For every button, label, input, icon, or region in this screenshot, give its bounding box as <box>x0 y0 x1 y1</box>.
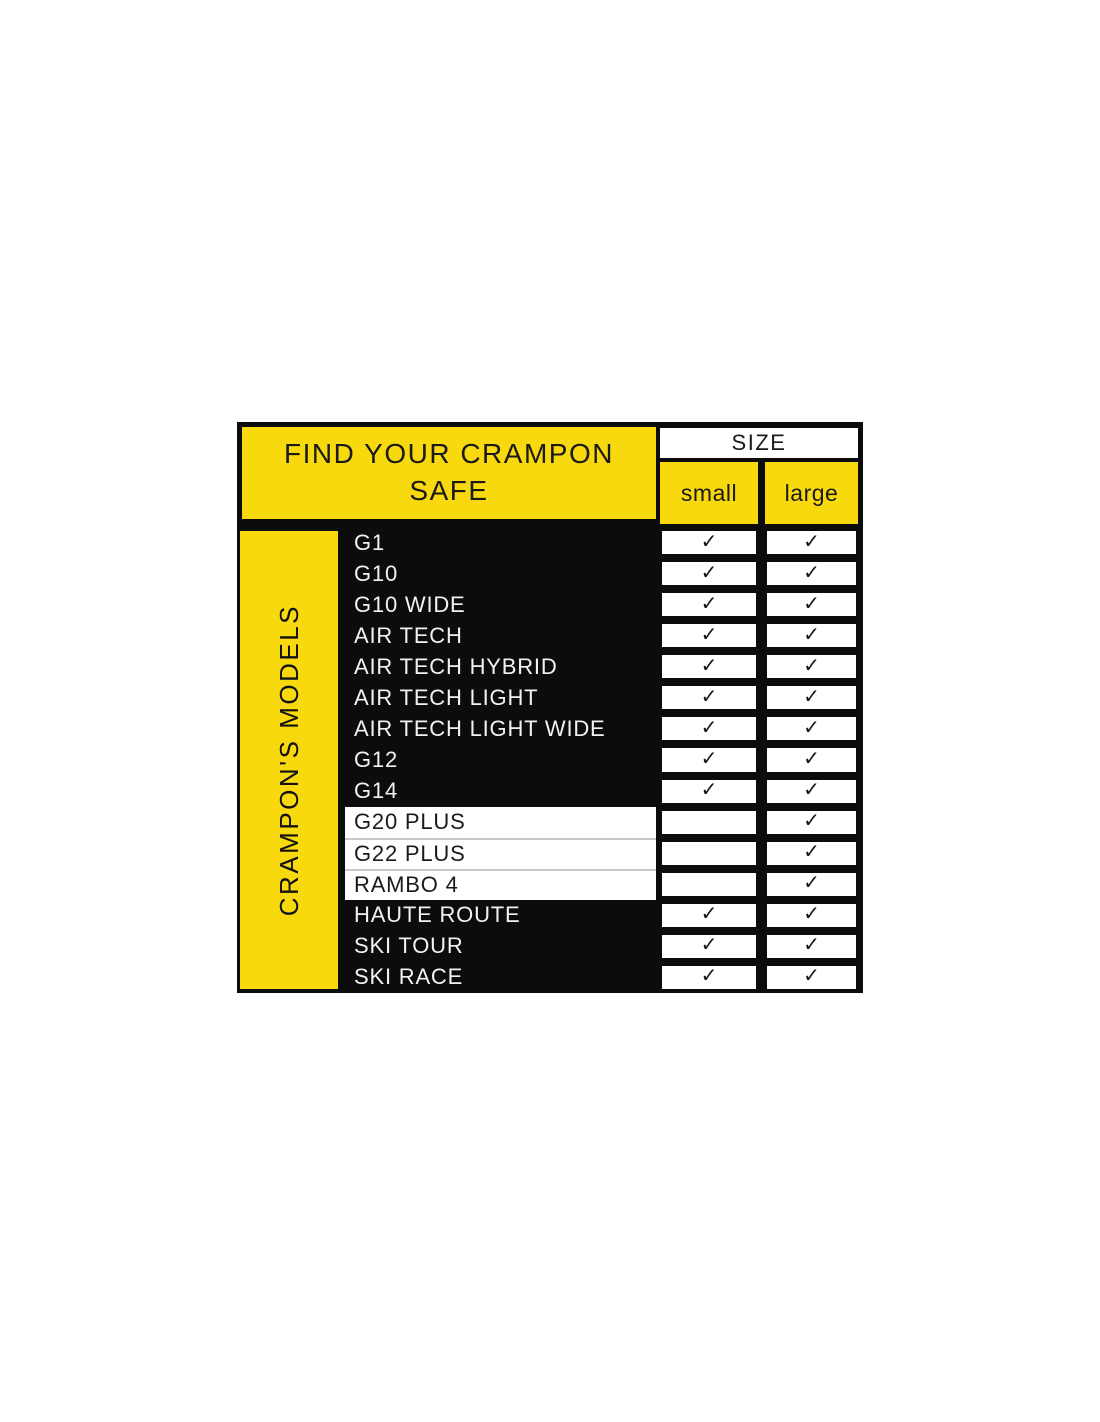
large-check-cell <box>765 560 858 587</box>
title-line-2: SAFE <box>409 475 489 506</box>
large-check-cell <box>765 871 858 898</box>
check-icon: ✓ <box>803 716 820 739</box>
table-row <box>345 651 863 682</box>
small-check-cell <box>660 746 758 773</box>
small-check-cell <box>660 560 758 587</box>
large-check-cell <box>765 809 858 836</box>
model-name: G1 <box>354 529 385 555</box>
table-row <box>345 962 863 993</box>
table-row <box>345 807 863 838</box>
model-name: G22 PLUS <box>345 838 656 869</box>
table-row <box>345 620 863 651</box>
table-row <box>345 713 863 744</box>
model-name: G12 <box>354 746 398 772</box>
small-check-cell <box>660 778 758 805</box>
model-name: SKI RACE <box>354 964 464 990</box>
table-row <box>345 744 863 775</box>
model-name: RAMBO 4 <box>345 869 656 900</box>
table-row <box>345 900 863 931</box>
check-icon: ✓ <box>700 623 718 646</box>
check-icon: ✓ <box>700 903 718 926</box>
large-check-cell <box>765 778 858 805</box>
small-check-cell <box>660 933 758 960</box>
check-icon: ✓ <box>803 747 820 770</box>
large-check-cell <box>765 529 858 556</box>
check-icon: ✓ <box>700 685 718 708</box>
title-line-1: FIND YOUR CRAMPON <box>284 438 614 470</box>
small-check-cell <box>660 809 758 836</box>
table-header <box>237 422 863 527</box>
large-check-cell <box>765 715 858 742</box>
check-icon: ✓ <box>803 623 820 646</box>
model-name: HAUTE ROUTE <box>354 902 521 928</box>
model-name: G10 <box>354 560 398 586</box>
check-icon: ✓ <box>803 810 820 833</box>
small-check-cell <box>660 871 758 898</box>
model-name: AIR TECH <box>354 622 463 648</box>
check-icon: ✓ <box>803 592 820 615</box>
check-icon: ✓ <box>700 561 718 584</box>
large-check-cell <box>765 964 858 991</box>
large-check-cell <box>765 933 858 960</box>
check-icon: ✓ <box>700 779 718 802</box>
small-check-cell <box>660 529 758 556</box>
small-check-cell <box>660 653 758 680</box>
small-check-cell <box>660 591 758 618</box>
small-check-cell <box>660 684 758 711</box>
check-icon: ✓ <box>700 965 718 988</box>
check-icon: ✓ <box>700 934 718 957</box>
table-body <box>237 527 863 993</box>
check-icon: ✓ <box>803 965 820 988</box>
models-axis-label: CRAMPON'S MODELS <box>273 603 304 917</box>
table-row <box>345 869 863 900</box>
large-check-cell <box>765 591 858 618</box>
check-icon: ✓ <box>803 841 820 864</box>
check-icon: ✓ <box>700 592 718 615</box>
table-row <box>345 589 863 620</box>
large-check-cell <box>765 746 858 773</box>
check-icon: ✓ <box>700 716 718 739</box>
small-check-cell <box>660 622 758 649</box>
table-title <box>242 427 656 519</box>
column-header-small: small <box>660 462 758 524</box>
large-check-cell <box>765 622 858 649</box>
size-column-group-label: SIZE <box>660 428 858 458</box>
check-icon: ✓ <box>803 561 820 584</box>
check-icon: ✓ <box>700 654 718 677</box>
models-axis-strip <box>240 531 338 989</box>
table-row <box>345 558 863 589</box>
large-check-cell <box>765 902 858 929</box>
model-rows <box>345 527 863 993</box>
large-check-cell <box>765 653 858 680</box>
models-axis <box>237 527 345 993</box>
large-check-cell <box>765 840 858 867</box>
small-check-cell <box>660 715 758 742</box>
column-header-large: large <box>765 462 858 524</box>
check-icon: ✓ <box>803 685 820 708</box>
model-name: AIR TECH LIGHT WIDE <box>354 715 606 741</box>
check-icon: ✓ <box>803 654 820 677</box>
model-name: AIR TECH HYBRID <box>354 653 558 679</box>
small-check-cell <box>660 964 758 991</box>
check-icon: ✓ <box>803 903 820 926</box>
small-check-cell <box>660 902 758 929</box>
check-icon: ✓ <box>803 530 820 553</box>
model-name: G10 WIDE <box>354 591 466 617</box>
table-row <box>345 682 863 713</box>
table-row <box>345 931 863 962</box>
size-column-headers <box>660 462 858 524</box>
table-row <box>345 838 863 869</box>
table-row <box>345 527 863 558</box>
check-icon: ✓ <box>803 872 820 895</box>
check-icon: ✓ <box>700 747 718 770</box>
model-name: G14 <box>354 778 398 804</box>
crampon-size-chart <box>237 422 863 993</box>
model-name: G20 PLUS <box>345 807 656 838</box>
size-header-group <box>660 428 858 524</box>
check-icon: ✓ <box>803 779 820 802</box>
model-name: AIR TECH LIGHT <box>354 684 539 710</box>
check-icon: ✓ <box>700 530 718 553</box>
model-name: SKI TOUR <box>354 933 464 959</box>
small-check-cell <box>660 840 758 867</box>
check-icon: ✓ <box>803 934 820 957</box>
large-check-cell <box>765 684 858 711</box>
table-row <box>345 776 863 807</box>
